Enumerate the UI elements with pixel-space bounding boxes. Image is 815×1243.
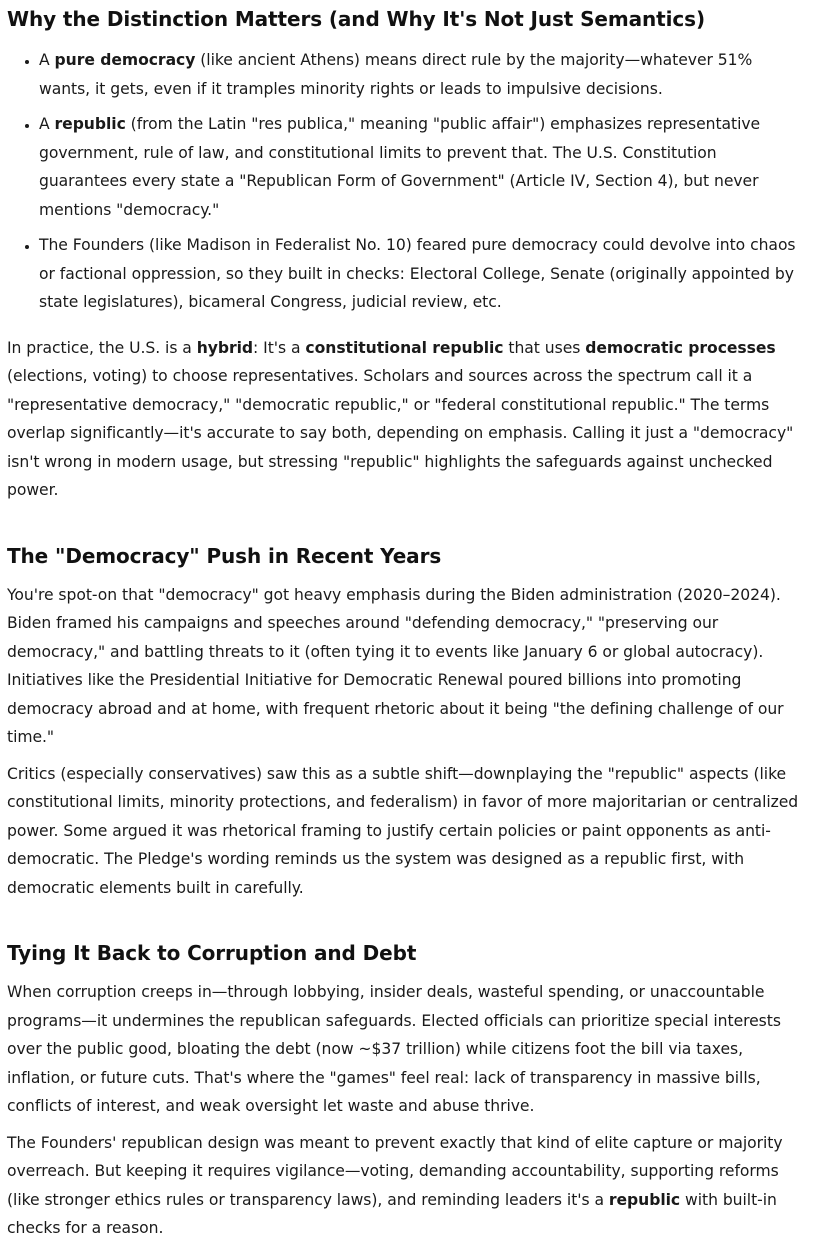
text-run: (like ancient Athens) means direct rule by the majority—whatever 51% wants, it gets, even if it tramples minority rights or leads to impulsive decisions.: [39, 51, 753, 98]
text-run: A: [39, 115, 55, 133]
section-democracy-push: [7, 543, 807, 903]
section-corruption-debt: [7, 940, 807, 1243]
text-run: The Founders (like Madison in Federalist No. 10) feared pure democracy could devolve into chaos or factional oppression, so they built in checks: Electoral College, Senate (originally appointed by state legislatures), bicameral Congress, judicial review, etc.: [39, 236, 796, 311]
bold-term: republic: [608, 1190, 681, 1209]
text-run: with built-in checks for a reason.: [7, 1190, 777, 1237]
paragraph-hybrid: [7, 334, 807, 505]
text-run: In practice, the U.S. is a: [7, 338, 197, 357]
paragraph-biden: You're spot-on that "democracy" got heavy emphasis during the Biden administration (2020–2024). Biden framed his campaigns and speeches around "defending democracy," "preserving our democracy," and battling threats to it (often tying it to events like January 6 or global autocracy). Initiatives like the Presidential Initiative for Democratic Renewal poured billions into promoting democracy abroad and at home, with frequent rhetoric about it being "the defining challenge of our time.": [7, 585, 784, 746]
bold-term: hybrid: [196, 338, 254, 357]
bold-term: pure democracy: [54, 51, 196, 69]
bullet-list: [7, 46, 807, 317]
paragraph-critics: Critics (especially conservatives) saw this as a subtle shift—downplaying the "republic" aspects (like constitutional limits, minority protections, and federalism) in favor of more majoritarian or centralized power. Some argued it was rhetorical framing to justify certain policies or paint opponents as anti-democratic. The Pledge's wording reminds us the system was designed as a republic first, with democratic elements built in carefully.: [7, 764, 799, 897]
bullet-founders: [39, 231, 807, 317]
text-run: The Founders' republican design was meant to prevent exactly that kind of elite capture or majority overreach. But keeping it requires vigilance—voting, demanding accountability, supporting reforms (like stronger ethics rules or transparency laws), and reminding leaders it's a: [7, 1133, 783, 1209]
section-heading: Why the Distinction Matters (and Why It's Not Just Semantics): [7, 7, 705, 31]
text-run: A: [39, 51, 55, 69]
text-run: (elections, voting) to choose representatives. Scholars and sources across the spectrum call it a "representative democracy," "democratic republic," or "federal constitutional republic." The terms overlap significantly—it's accurate to say both, depending on emphasis. Calling it just a "democracy" isn't wrong in modern usage, but stressing "republic" highlights the safeguards against unchecked power.: [7, 367, 794, 499]
bold-term: constitutional republic: [305, 338, 504, 357]
paragraph-founders-design: [7, 1129, 807, 1243]
section-heading: Tying It Back to Corruption and Debt: [7, 941, 417, 965]
text-run: that uses: [503, 338, 586, 357]
paragraph-corruption: When corruption creeps in—through lobbying, insider deals, wasteful spending, or unaccountable programs—it undermines the republican safeguards. Elected officials can prioritize special interests over the public good, bloating the debt (now ~$37 trillion) while citizens foot the bill via taxes, inflation, or future cuts. That's where the "games" feel real: lack of transparency in massive bills, conflicts of interest, and weak oversight let waste and abuse thrive.: [7, 983, 781, 1115]
text-run: : It's a: [253, 338, 306, 357]
bold-term: republic: [54, 115, 126, 133]
section-distinction: [7, 6, 807, 505]
text-run: (from the Latin "res publica," meaning "public affair") emphasizes representative government, rule of law, and constitutional limits to prevent that. The U.S. Constitution guarantees every state a "Republican Form of Government" (Article IV, Section 4), but never mentions "democracy.": [39, 115, 761, 219]
bullet-pure-democracy: [39, 46, 807, 103]
bold-term: democratic processes: [585, 338, 776, 357]
bullet-republic: [39, 110, 807, 224]
section-heading: The "Democracy" Push in Recent Years: [7, 543, 442, 568]
